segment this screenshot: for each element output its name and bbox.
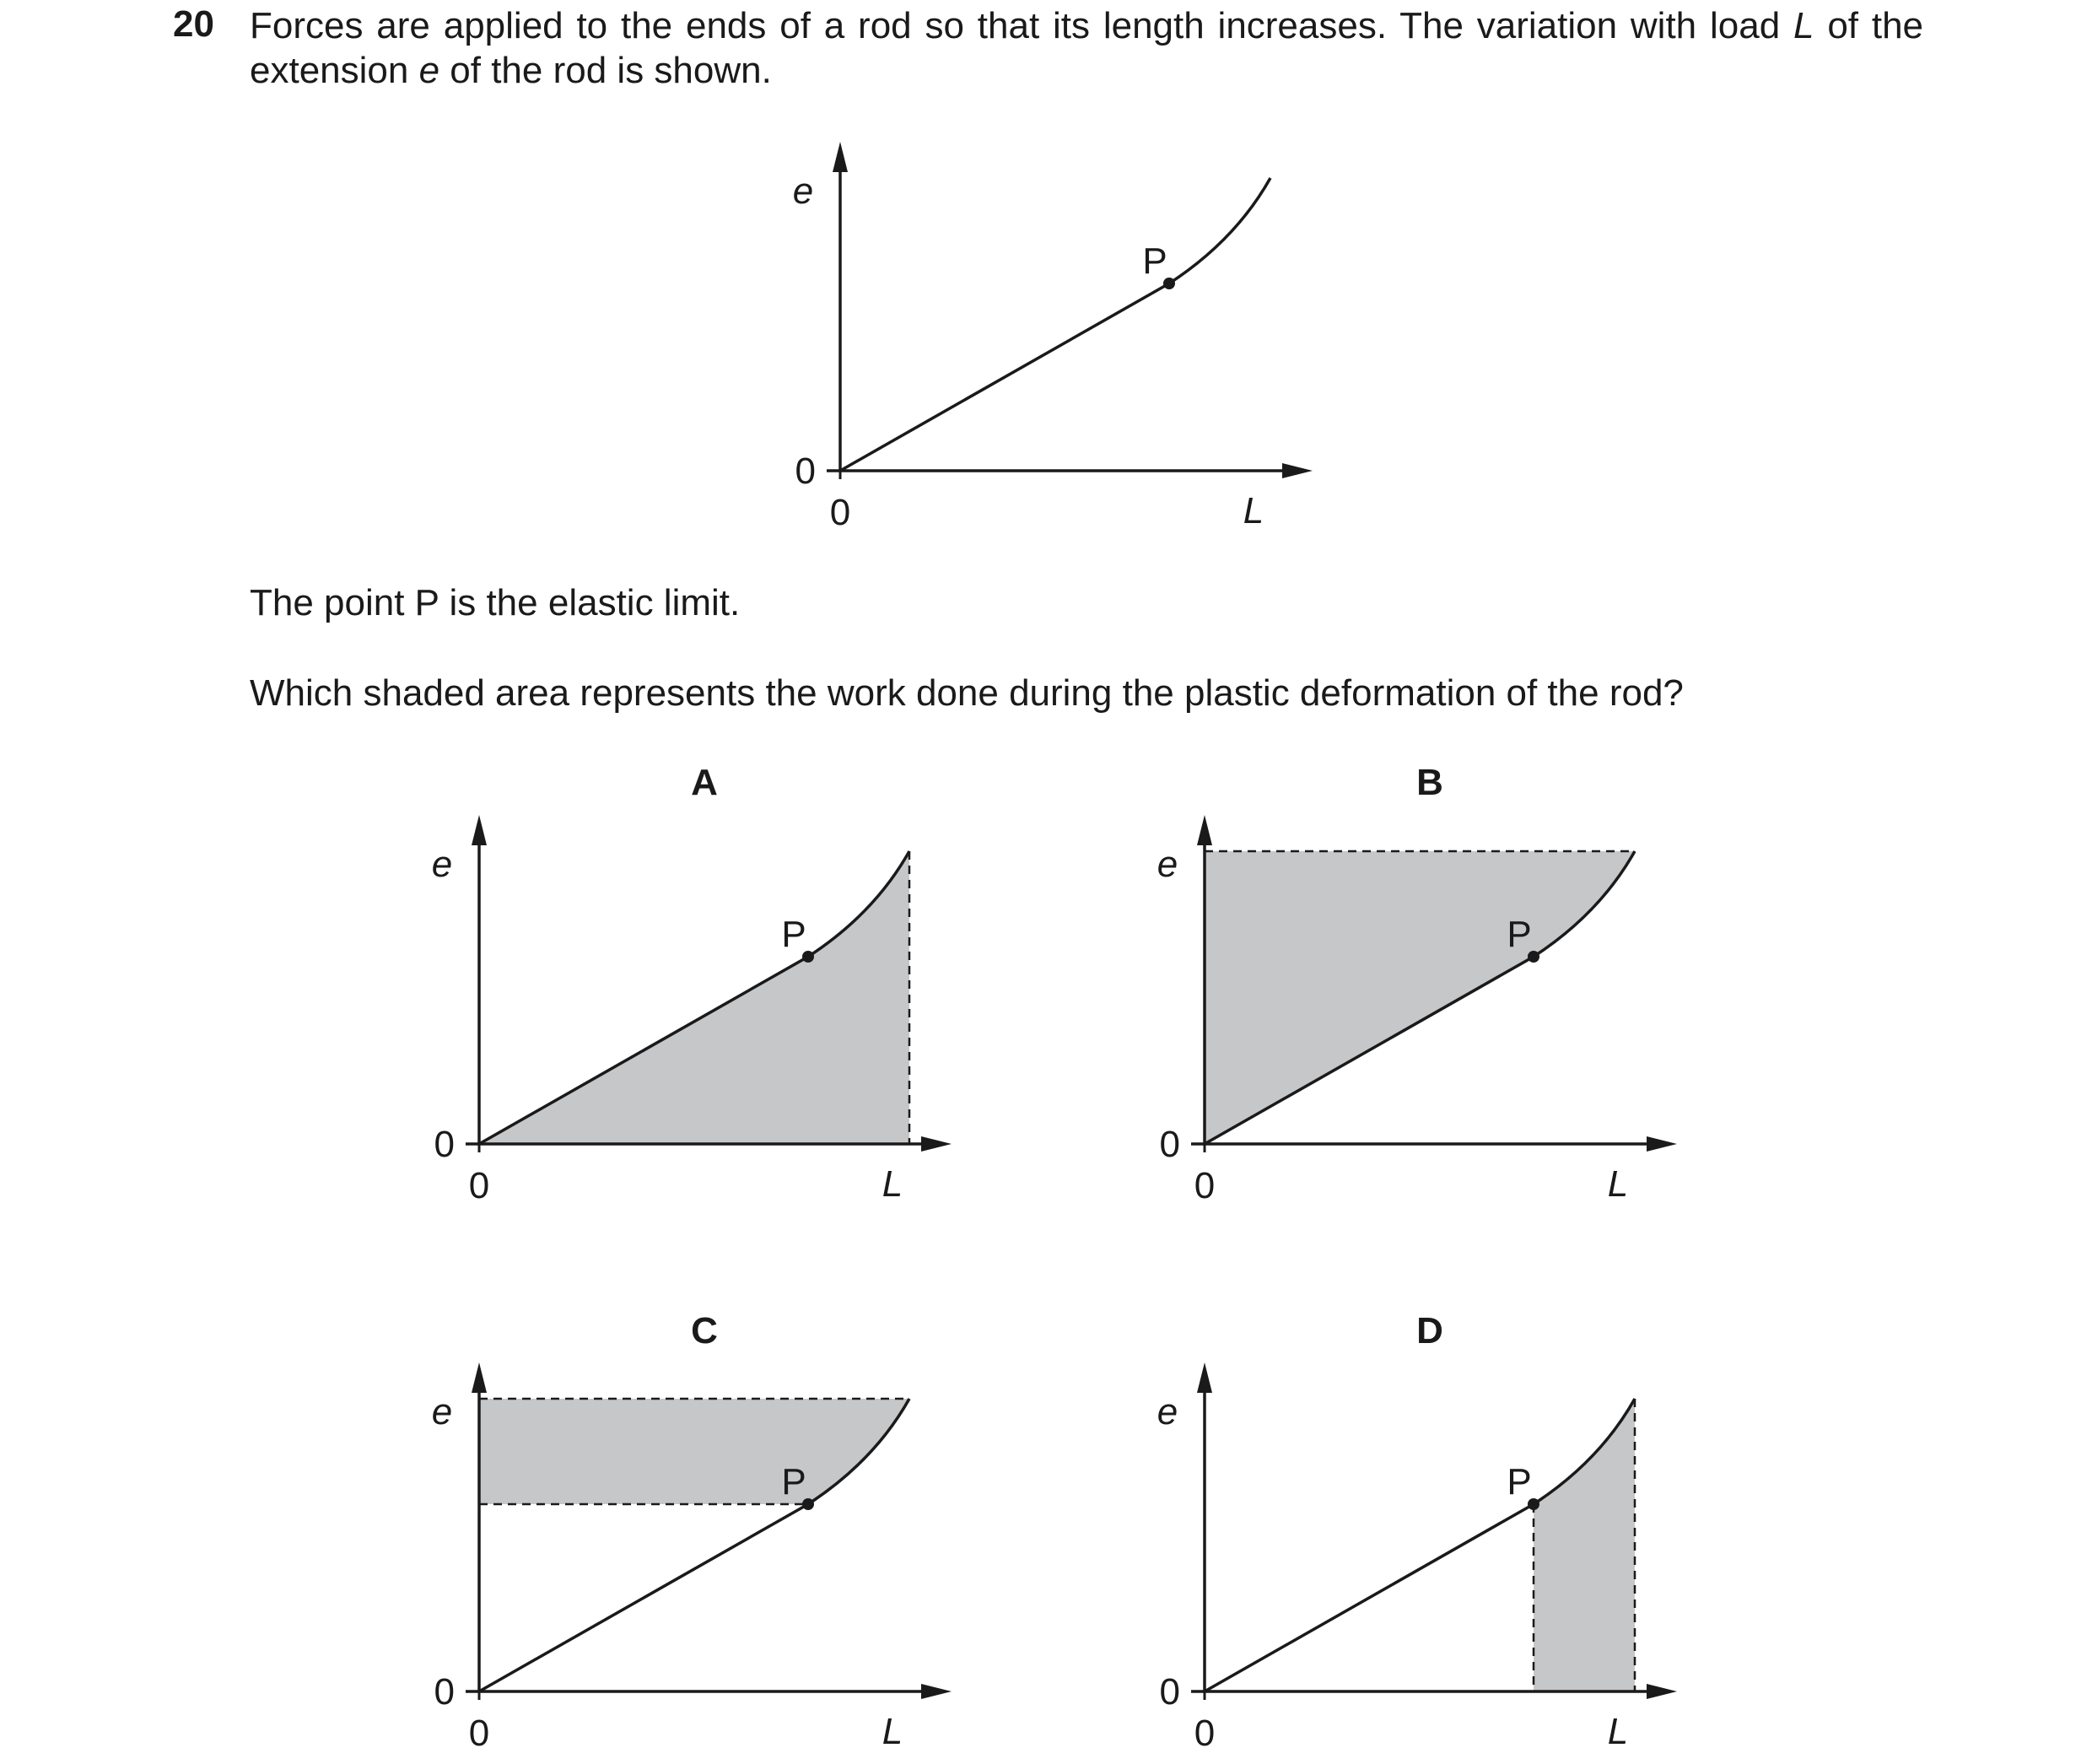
shaded-area [1205, 851, 1635, 1144]
option-c-label: C [691, 1310, 718, 1351]
y-axis-label: e [431, 844, 453, 885]
point-p-label: P [1507, 914, 1532, 955]
y-axis-arrow [1197, 1362, 1212, 1393]
point-p-label: P [1507, 1461, 1532, 1502]
stem-var-e: e [418, 50, 440, 91]
origin-x-label: 0 [468, 1713, 490, 1754]
x-axis-label: L [1243, 490, 1264, 531]
graph-a [432, 815, 952, 1206]
elastic-limit-statement: The point P is the elastic limit. [250, 582, 741, 623]
point-p-label: P [1142, 240, 1167, 282]
y-axis-label: e [431, 1391, 453, 1432]
shaded-area [479, 1399, 909, 1504]
origin-x-label: 0 [829, 492, 851, 533]
extension-curve [840, 178, 1270, 471]
y-axis-arrow [472, 1362, 487, 1393]
stem-graph [793, 142, 1313, 533]
x-axis-arrow [921, 1684, 952, 1699]
stem-part-1: Forces are applied to the ends of a rod so that its length increases. The variation with load [250, 5, 1793, 46]
graph-b [1157, 815, 1677, 1206]
origin-y-label: 0 [434, 1671, 455, 1713]
graph-d [1157, 1362, 1677, 1754]
y-axis-arrow [472, 815, 487, 845]
x-axis-label: L [1607, 1711, 1629, 1752]
shaded-area [1534, 1399, 1635, 1691]
x-axis-arrow [1647, 1136, 1677, 1152]
origin-x-label: 0 [1194, 1713, 1216, 1754]
option-b-label: B [1416, 762, 1443, 803]
shaded-area [479, 851, 909, 1144]
option-a-label: A [691, 762, 718, 803]
x-axis-label: L [1607, 1163, 1629, 1205]
origin-y-label: 0 [795, 450, 816, 492]
question-number: 20 [173, 3, 214, 45]
x-axis-arrow [921, 1136, 952, 1152]
origin-y-label: 0 [1159, 1671, 1180, 1713]
point-p-label: P [781, 1461, 806, 1502]
origin-x-label: 0 [468, 1165, 490, 1206]
x-axis-label: L [882, 1163, 903, 1205]
x-axis-arrow [1282, 463, 1313, 478]
x-axis-label: L [882, 1711, 903, 1752]
x-axis-arrow [1647, 1684, 1677, 1699]
y-axis-label: e [1157, 1391, 1178, 1432]
question-prompt: Which shaded area represents the work done during the plastic deformation of the rod? [250, 672, 1684, 714]
origin-y-label: 0 [1159, 1124, 1180, 1165]
point-p-label: P [781, 914, 806, 955]
stem-part-3: of the rod is shown. [439, 50, 772, 91]
stem-part-2: of the extension [250, 5, 1924, 91]
y-axis-arrow [1197, 815, 1212, 845]
option-d-label: D [1416, 1310, 1443, 1351]
origin-y-label: 0 [434, 1124, 455, 1165]
y-axis-label: e [792, 170, 814, 212]
y-axis-label: e [1157, 844, 1178, 885]
graph-c [432, 1362, 952, 1754]
origin-x-label: 0 [1194, 1165, 1216, 1206]
y-axis-arrow [833, 142, 848, 172]
stem-var-L: L [1793, 5, 1814, 46]
